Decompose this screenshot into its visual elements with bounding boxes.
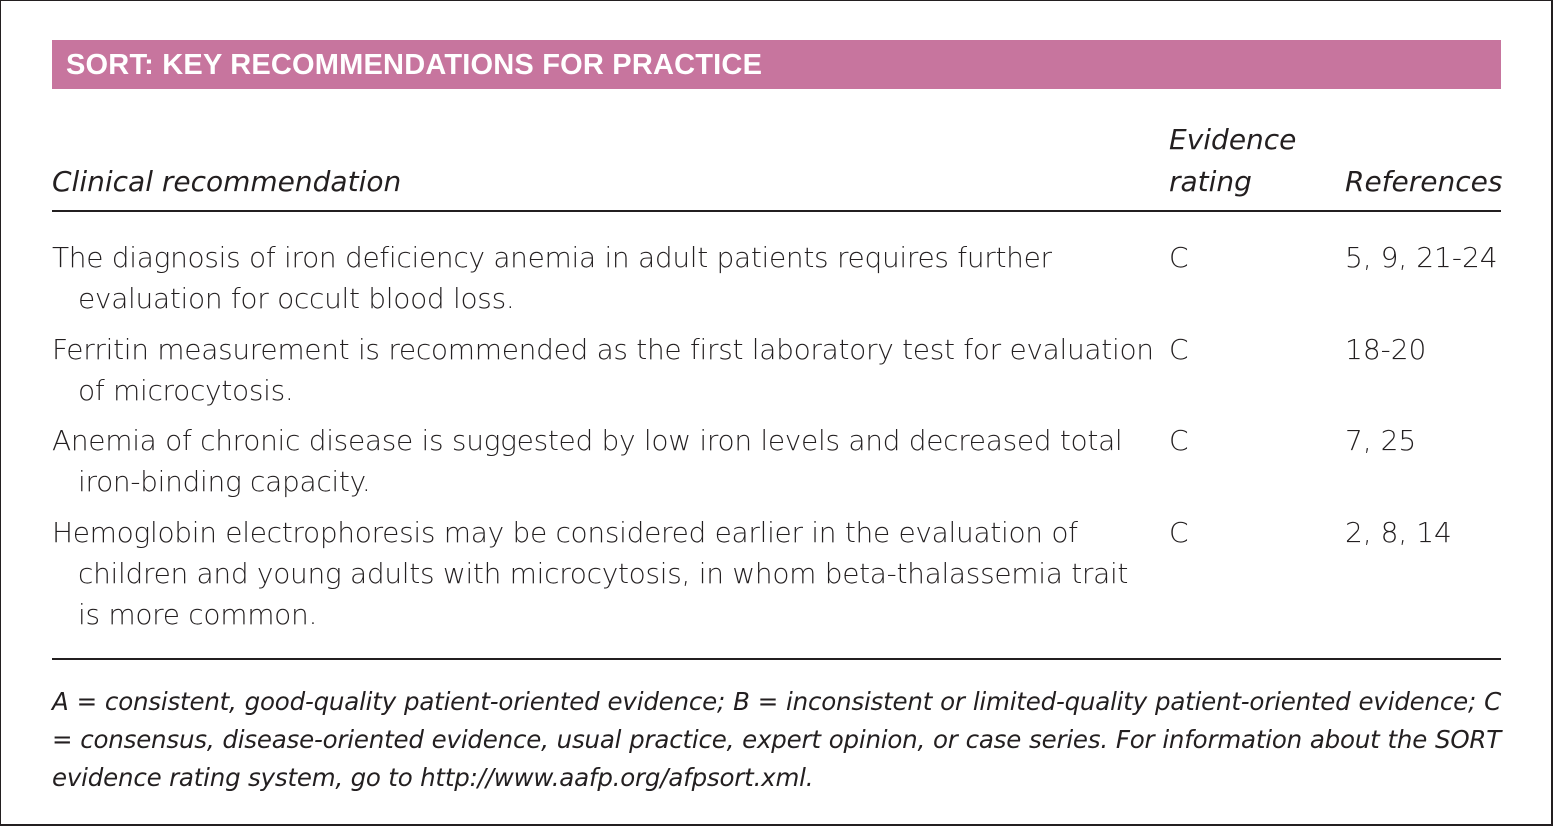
recommendation-text: Hemoglobin electrophoresis may be considered earlier in the evaluation of children and young adults with microcytosis, in whom beta-thalassemia trait is more common.	[52, 516, 1129, 631]
references: 18-20	[1345, 333, 1427, 366]
references: 7, 25	[1345, 424, 1417, 457]
header-rule	[52, 210, 1501, 212]
evidence-footnote: A = consistent, good-quality patient-oriented evidence; B = inconsistent or limited-quality patient-oriented evidence; C = consensus, disease-oriented evidence, usual practice, expert opinion, or case series. For information about the SORT evidence rating system, go to http://www.aafp.org/afpsort.xml.	[52, 687, 1501, 792]
header-evidence-line2: rating	[1169, 165, 1252, 198]
header-clinical-recommendation: Clinical recommendation	[52, 165, 402, 198]
references: 5, 9, 21-24	[1345, 241, 1498, 274]
evidence-rating: C	[1169, 241, 1189, 274]
evidence-rating: C	[1169, 516, 1189, 549]
evidence-rating: C	[1169, 424, 1189, 457]
title-bar	[52, 40, 1501, 89]
recommendation-text: The diagnosis of iron deficiency anemia in adult patients requires further evaluation for occult blood loss.	[52, 241, 1052, 315]
header-evidence-line1: Evidence	[1169, 123, 1297, 156]
table-title: SORT: KEY RECOMMENDATIONS FOR PRACTICE	[66, 49, 763, 81]
footer-rule	[52, 658, 1501, 660]
references: 2, 8, 14	[1345, 516, 1452, 549]
header-references: References	[1345, 165, 1503, 198]
recommendation-text: Anemia of chronic disease is suggested by low iron levels and decreased total iron-binding capacity.	[52, 424, 1123, 498]
recommendation-text: Ferritin measurement is recommended as the first laboratory test for evaluation of microcytosis.	[52, 333, 1154, 407]
evidence-rating: C	[1169, 333, 1189, 366]
